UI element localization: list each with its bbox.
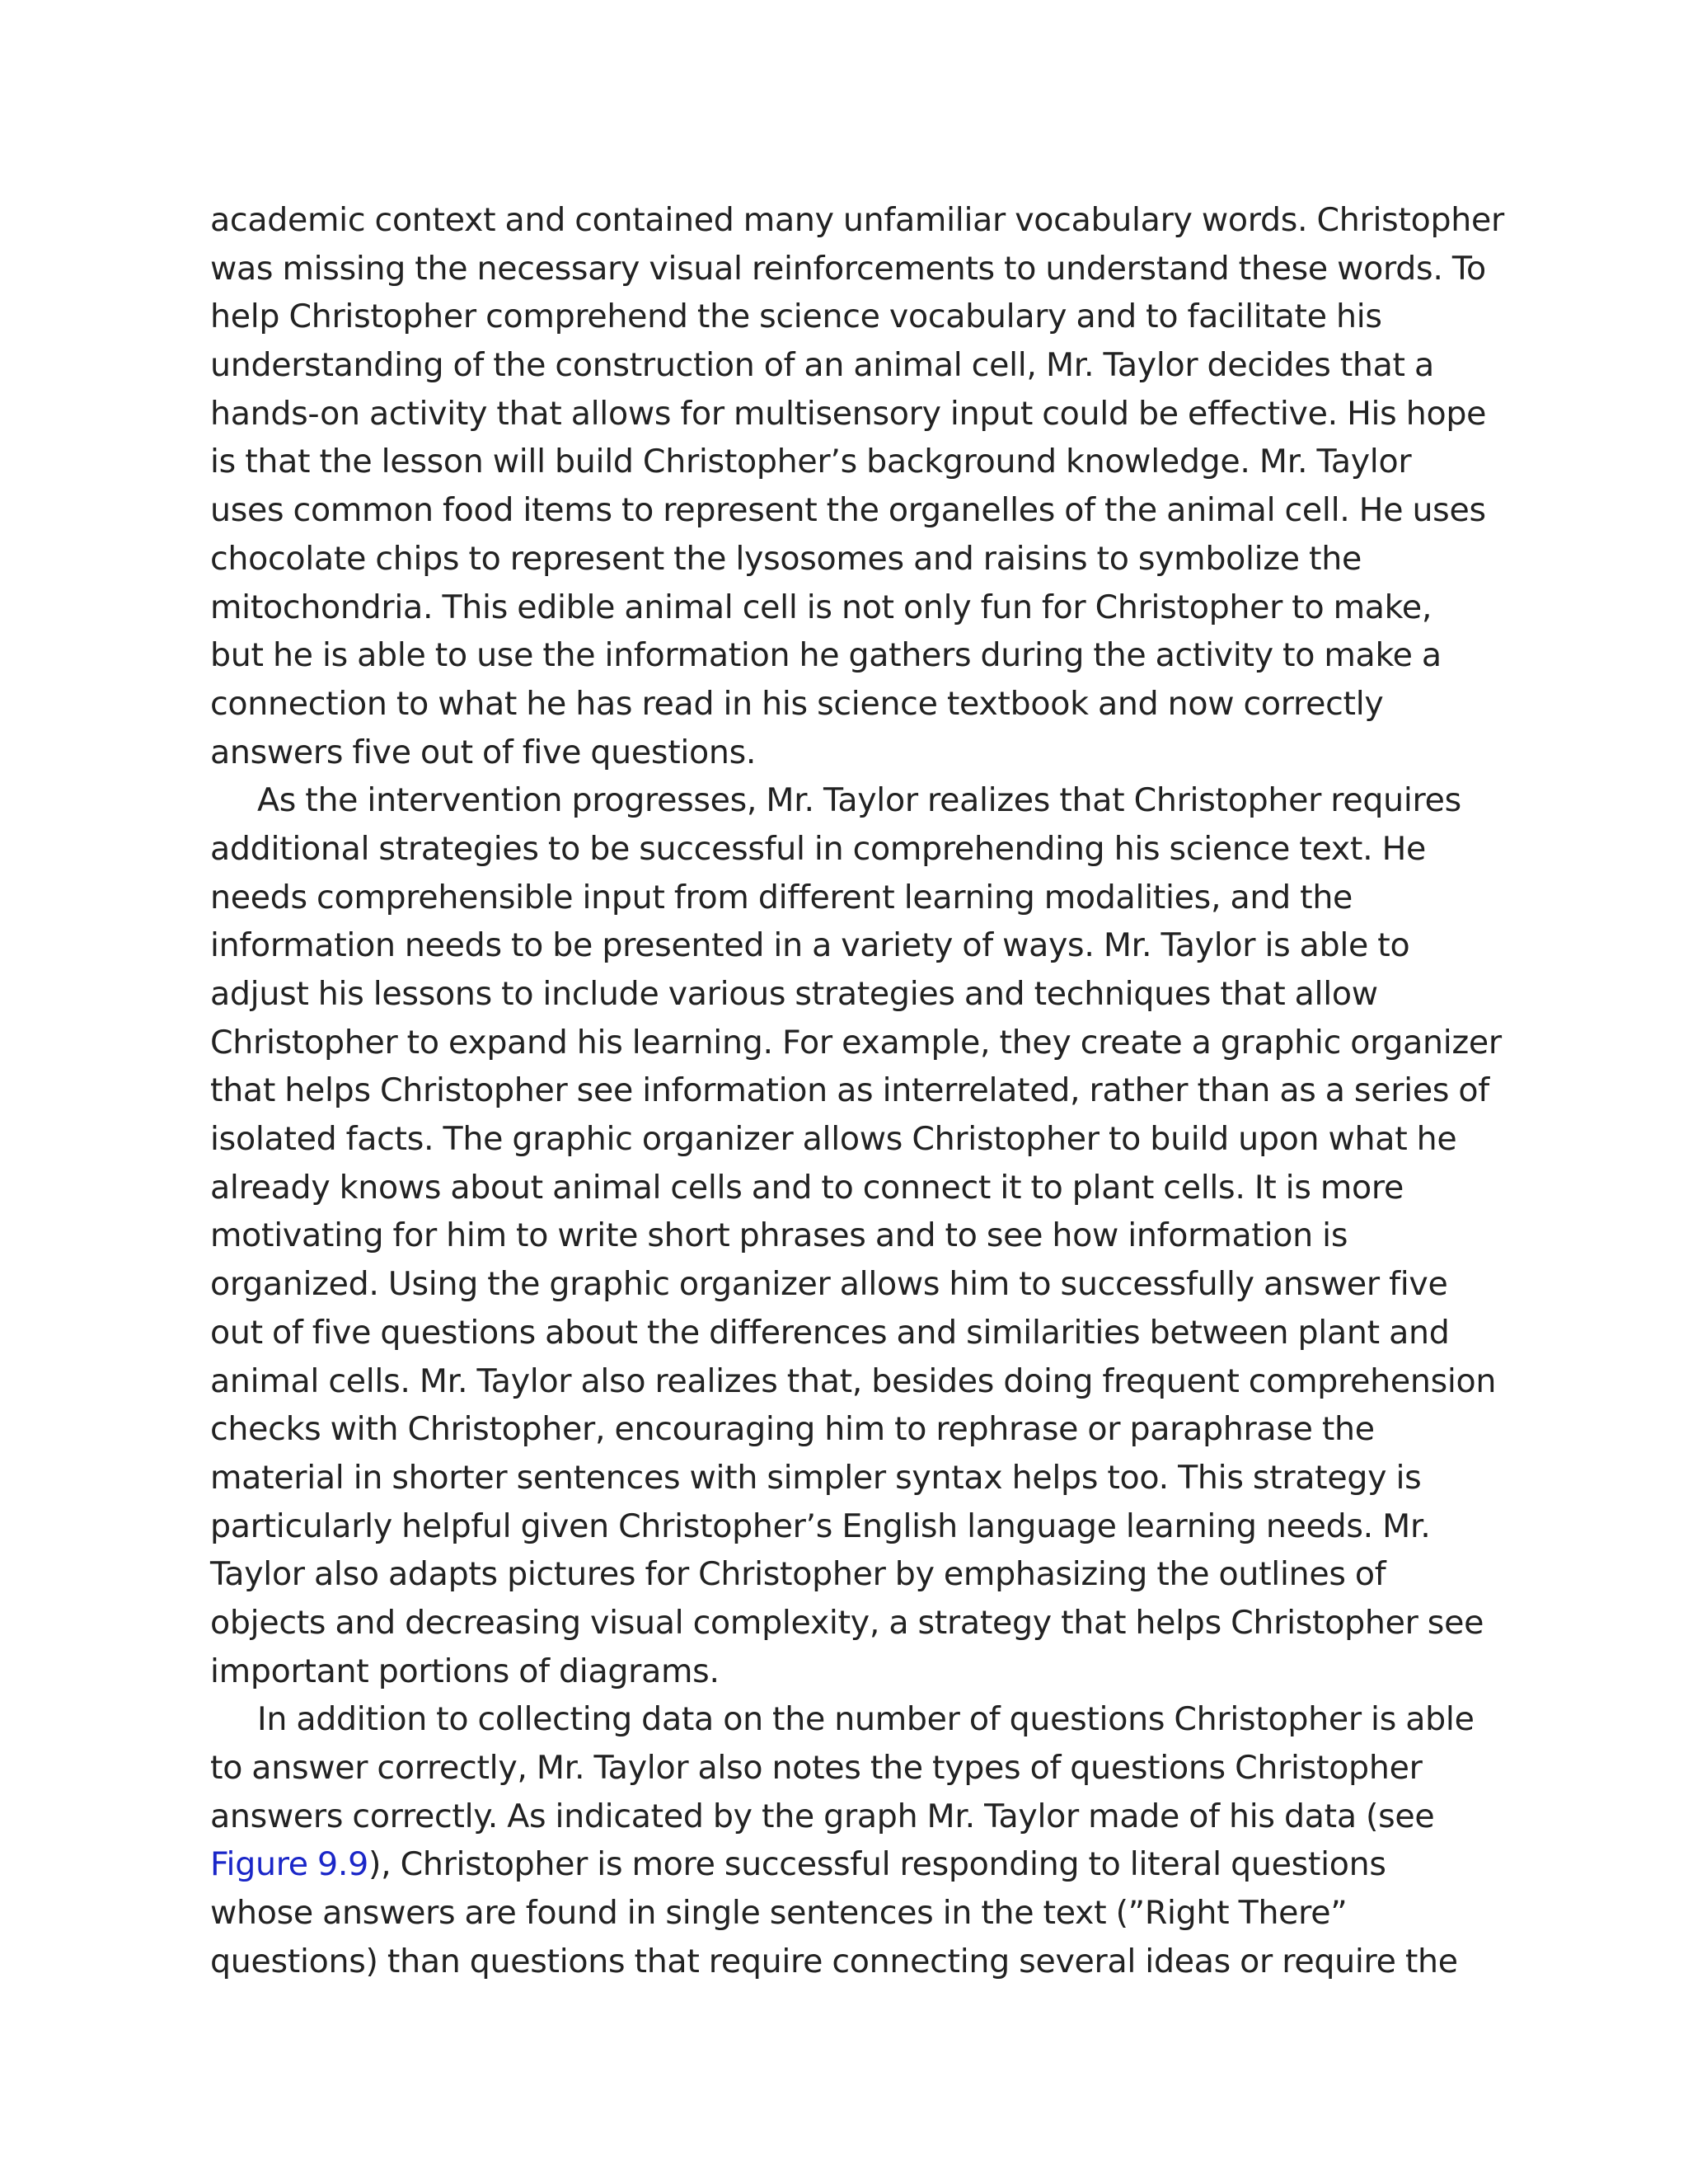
text-line: information needs to be presented in a variety of ways. Mr. Taylor is able to [210,926,1410,965]
text-line: understanding of the construction of an animal cell, Mr. Taylor decides that a [210,346,1434,385]
text-line: mitochondria. This edible animal cell is not only fun for Christopher to make, [210,588,1432,626]
text-line-with-link [210,1840,1496,1889]
paragraph-2 [210,776,1502,1695]
text-line: Taylor also adapts pictures for Christopher by emphasizing the outlines of [210,1555,1386,1594]
text-line: already knows about animal cells and to connect it to plant cells. It is more [210,1168,1404,1207]
text-line: help Christopher comprehend the science vocabulary and to facilitate his [210,298,1382,336]
document-page [210,196,1504,1985]
paragraph-3 [210,1695,1496,1985]
text-line: important portions of diagrams. [210,1652,720,1690]
text-line: needs comprehensible input from different learning modalities, and the [210,878,1353,916]
text-line: objects and decreasing visual complexity, a strategy that helps Christopher see [210,1603,1484,1642]
text-line: animal cells. Mr. Taylor also realizes that, besides doing frequent comprehension [210,1361,1497,1400]
text-line: hands-on activity that allows for multisensory input could be effective. His hope [210,394,1487,433]
text-line: isolated facts. The graphic organizer allows Christopher to build upon what he [210,1120,1457,1159]
text-line: uses common food items to represent the organelles of the animal cell. He uses [210,491,1486,530]
text-line: additional strategies to be successful in comprehending his science text. He [210,829,1426,868]
text-line: answers correctly. As indicated by the graph Mr. Taylor made of his data (see [210,1797,1435,1835]
text-line: that helps Christopher see information as interrelated, rather than as a series of [210,1071,1489,1110]
text-line: particularly helpful given Christopher’s English language learning needs. Mr. [210,1507,1431,1545]
text-line: out of five questions about the differences and similarities between plant and [210,1313,1450,1352]
text-line: is that the lesson will build Christopher’s background knowledge. Mr. Taylor [210,443,1412,481]
text-line: material in shorter sentences with simpler syntax helps too. This strategy is [210,1458,1422,1497]
text-line: to answer correctly, Mr. Taylor also notes the types of questions Christopher [210,1749,1423,1787]
text-line: but he is able to use the information he gathers during the activity to make a [210,636,1442,675]
text-line: was missing the necessary visual reinforcements to understand these words. To [210,249,1486,288]
text-line: academic context and contained many unfamiliar vocabulary words. Christopher [210,201,1504,239]
text-line: checks with Christopher, encouraging him to rephrase or paraphrase the [210,1410,1375,1449]
text-line: questions) than questions that require connecting several ideas or require the [210,1942,1458,1980]
text-line: whose answers are found in single sentences in the text (”Right There” [210,1894,1348,1933]
text-line: Christopher to expand his learning. For example, they create a graphic organizer [210,1023,1502,1062]
text-line: motivating for him to write short phrases and to see how information is [210,1216,1348,1255]
paragraph-1 [210,196,1504,776]
text-segment: ), Christopher is more successful responding to literal questions [368,1845,1386,1884]
text-line: chocolate chips to represent the lysosomes and raisins to symbolize the [210,539,1362,578]
text-line: connection to what he has read in his science textbook and now correctly [210,684,1384,723]
text-line: As the intervention progresses, Mr. Taylor realizes that Christopher requires [257,781,1461,820]
text-line: organized. Using the graphic organizer allows him to successfully answer five [210,1265,1448,1304]
figure-link[interactable]: Figure 9.9 [210,1845,368,1884]
text-line: answers five out of five questions. [210,733,757,771]
text-line: adjust his lessons to include various strategies and techniques that allow [210,975,1378,1013]
text-line: In addition to collecting data on the number of questions Christopher is able [257,1700,1475,1739]
